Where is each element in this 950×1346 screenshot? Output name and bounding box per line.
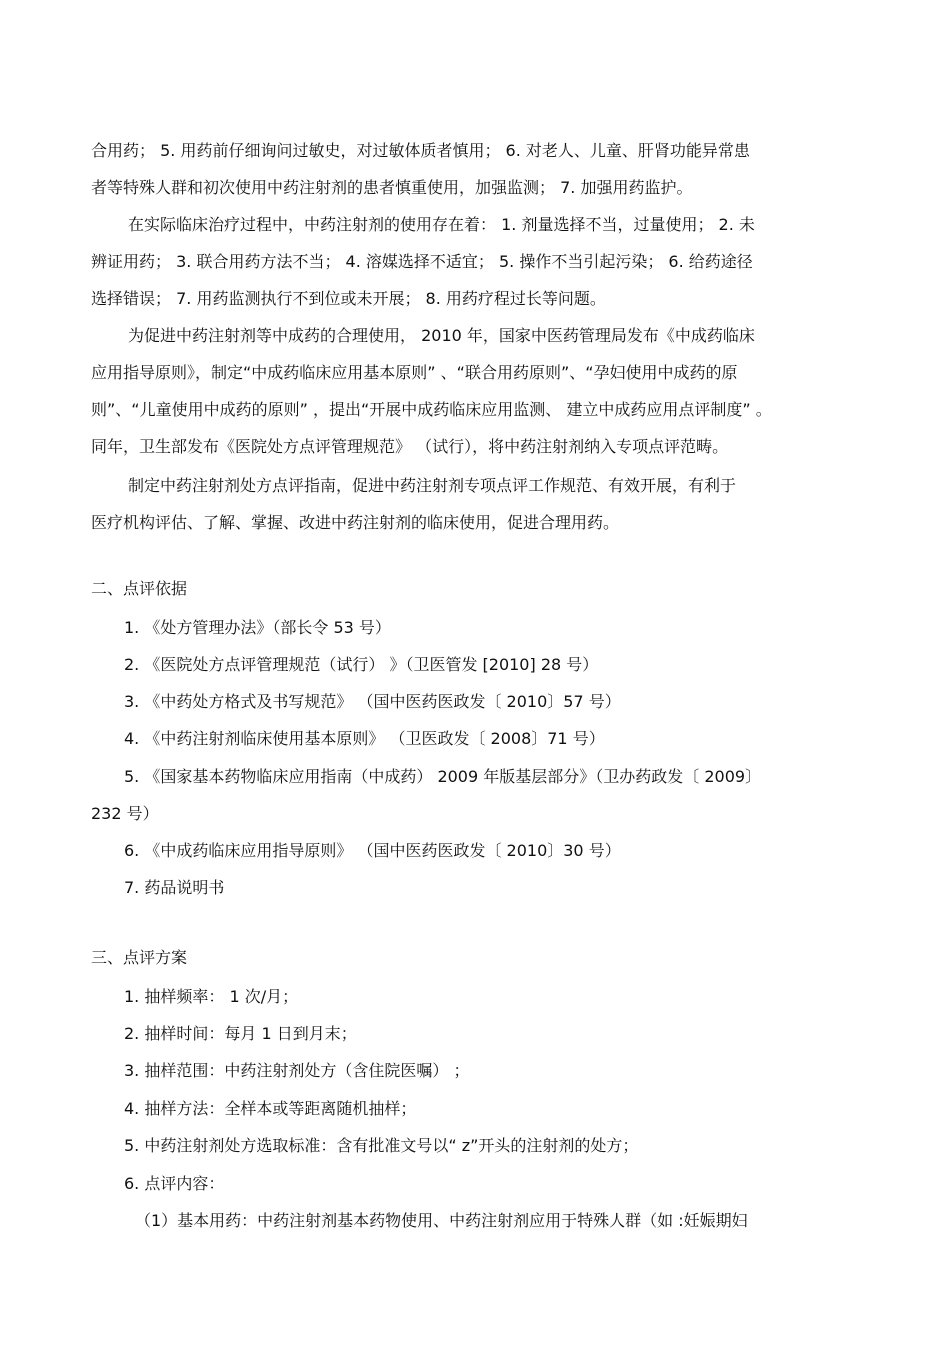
list-item: 6. 《中成药临床应用指导原则》 （国中医药医政发〔 2010〕30 号）	[124, 841, 621, 860]
list-item-continuation: 232 号）	[91, 804, 159, 823]
list-item: 4. 《中药注射剂临床使用基本原则》 （卫医政发〔 2008〕71 号）	[124, 729, 605, 748]
paragraph-line: 医疗机构评估、了解、掌握、改进中药注射剂的临床使用，促进合理用药。	[91, 513, 620, 532]
list-item: 6. 点评内容：	[124, 1174, 225, 1193]
sub-item: （1）基本用药：中药注射剂基本药物使用、中药注射剂应用于特殊人群（如 :妊娠期妇	[135, 1211, 748, 1230]
paragraph-line: 则”、“儿童使用中成药的原则” ，提出“开展中成药临床应用监测、 建立中成药应用点评制度” 。	[91, 400, 772, 419]
list-item: 3. 抽样范围：中药注射剂处方（含住院医嘱） ；	[124, 1061, 470, 1080]
list-item: 1. 《处方管理办法》（部长令 53 号）	[124, 618, 391, 637]
paragraph-line: 为促进中药注射剂等中成药的合理使用， 2010 年，国家中医药管理局发布《中成药临床	[128, 326, 755, 345]
paragraph-line: 合用药； 5. 用药前仔细询问过敏史，对过敏体质者慎用； 6. 对老人、儿童、肝肾功能异常患	[91, 141, 750, 160]
paragraph-line: 制定中药注射剂处方点评指南，促进中药注射剂专项点评工作规范、有效开展，有利于	[128, 476, 737, 495]
paragraph-line: 辨证用药； 3. 联合用药方法不当； 4. 溶媒选择不适宜； 5. 操作不当引起污染； 6. 给药途径	[91, 252, 753, 271]
list-item: 4. 抽样方法：全样本或等距离随机抽样；	[124, 1099, 417, 1118]
paragraph-line: 在实际临床治疗过程中，中药注射剂的使用存在着： 1. 剂量选择不当，过量使用； 2. 未	[128, 215, 755, 234]
list-item: 5. 《国家基本药物临床应用指南（中成药） 2009 年版基层部分》（卫办药政发〔 2009〕	[124, 767, 762, 786]
list-item: 7. 药品说明书	[124, 878, 225, 897]
list-item: 2. 《医院处方点评管理规范（试行） 》（卫医管发 [2010] 28 号）	[124, 655, 599, 674]
paragraph-line: 选择错误； 7. 用药监测执行不到位或未开展； 8. 用药疗程过长等问题。	[91, 289, 606, 308]
paragraph-line: 同年，卫生部发布《医院处方点评管理规范》 （试行），将中药注射剂纳入专项点评范畴。	[91, 437, 729, 456]
paragraph-line: 应用指导原则》，制定“中成药临床应用基本原则” 、“联合用药原则”、“孕妇使用中成药的原	[91, 363, 738, 382]
list-item: 2. 抽样时间：每月 1 日到月末；	[124, 1024, 357, 1043]
section-heading: 三、点评方案	[91, 948, 188, 967]
list-item: 1. 抽样频率： 1 次/月；	[124, 987, 299, 1006]
list-item: 5. 中药注射剂处方选取标准：含有批准文号以“ z”开头的注射剂的处方；	[124, 1136, 639, 1155]
list-item: 3. 《中药处方格式及书写规范》 （国中医药医政发〔 2010〕57 号）	[124, 692, 621, 711]
paragraph-line: 者等特殊人群和初次使用中药注射剂的患者慎重使用，加强监测； 7. 加强用药监护。	[91, 178, 693, 197]
section-heading: 二、点评依据	[91, 579, 188, 598]
